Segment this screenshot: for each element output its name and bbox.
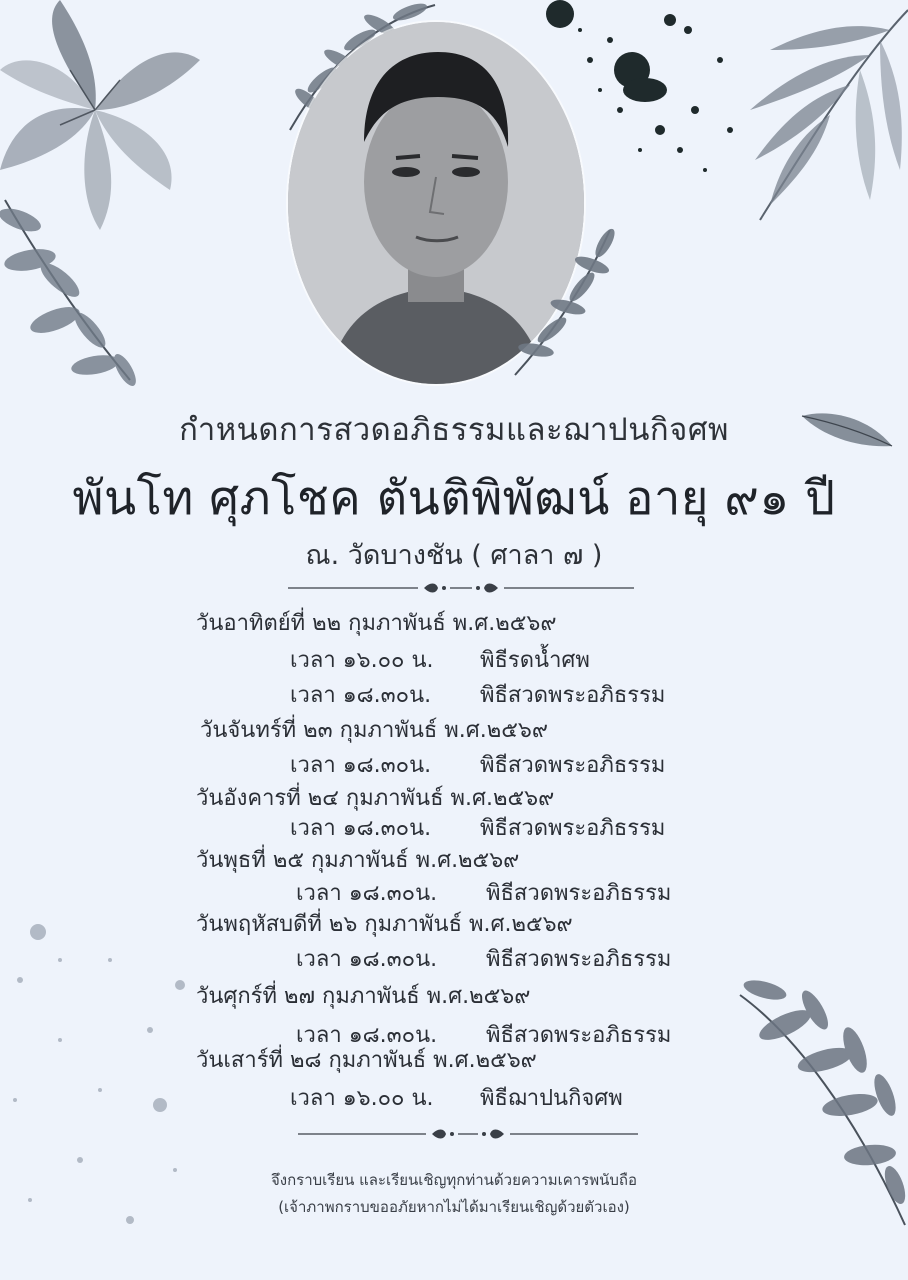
schedule-day: วันเสาร์ที่ ๒๘ กุมภาพันธ์ พ.ศ.๒๕๖๙ [196,1048,537,1073]
schedule-day: วันพุธที่ ๒๕ กุมภาพันธ์ พ.ศ.๒๕๖๙ [196,848,520,873]
event-time: เวลา ๑๘.๓๐น. [290,683,432,708]
event-name: พิธีสวดพระอภิธรรม [480,683,666,708]
footer-apology: (เจ้าภาพกราบขออภัยหากไม่ได้มาเรียนเชิญด้วยตัวเอง) [278,1198,630,1216]
venue-label: ณ. วัดบางชัน ( ศาลา ๗ ) [305,540,603,571]
event-name: พิธีสวดพระอภิธรรม [486,881,672,906]
footer-invitation: จึงกราบเรียน และเรียนเชิญทุกท่านด้วยความเคารพนับถือ [270,1171,638,1189]
event-time: เวลา ๑๖.๐๐ น. [290,1086,434,1111]
event-time: เวลา ๑๘.๓๐น. [290,753,432,778]
event-name: พิธีสวดพระอภิธรรม [480,753,666,778]
schedule-day: วันศุกร์ที่ ๒๗ กุมภาพันธ์ พ.ศ.๒๕๖๙ [196,984,531,1009]
event-name: พิธีรดน้ำศพ [480,648,590,673]
schedule-day: วันอาทิตย์ที่ ๒๒ กุมภาพันธ์ พ.ศ.๒๕๖๙ [196,611,557,636]
ornament-divider-icon [298,1126,638,1142]
event-time: เวลา ๑๘.๓๐น. [290,816,432,841]
schedule-day: วันพฤหัสบดีที่ ๒๖ กุมภาพันธ์ พ.ศ.๒๕๖๙ [196,912,573,937]
event-time: เวลา ๑๖.๐๐ น. [290,648,434,673]
event-time: เวลา ๑๘.๓๐น. [296,881,438,906]
event-time: เวลา ๑๘.๓๐น. [296,947,438,972]
event-name: พิธีสวดพระอภิธรรม [480,816,666,841]
schedule-title: กำหนดการสวดอภิธรรมและฌาปนกิจศพ [179,412,729,448]
event-time: เวลา ๑๘.๓๐น. [296,1023,438,1048]
event-name: พิธีฌาปนกิจศพ [480,1086,623,1111]
event-name: พิธีสวดพระอภิธรรม [486,1023,672,1048]
event-name: พิธีสวดพระอภิธรรม [486,947,672,972]
deceased-name: พันโท ศุภโชค ตันติพิพัฒน์ อายุ ๙๑ ปี [72,471,836,526]
schedule-day: วันอังคารที่ ๒๔ กุมภาพันธ์ พ.ศ.๒๕๖๙ [196,786,555,811]
schedule-day: วันจันทร์ที่ ๒๓ กุมภาพันธ์ พ.ศ.๒๕๖๙ [200,718,548,743]
